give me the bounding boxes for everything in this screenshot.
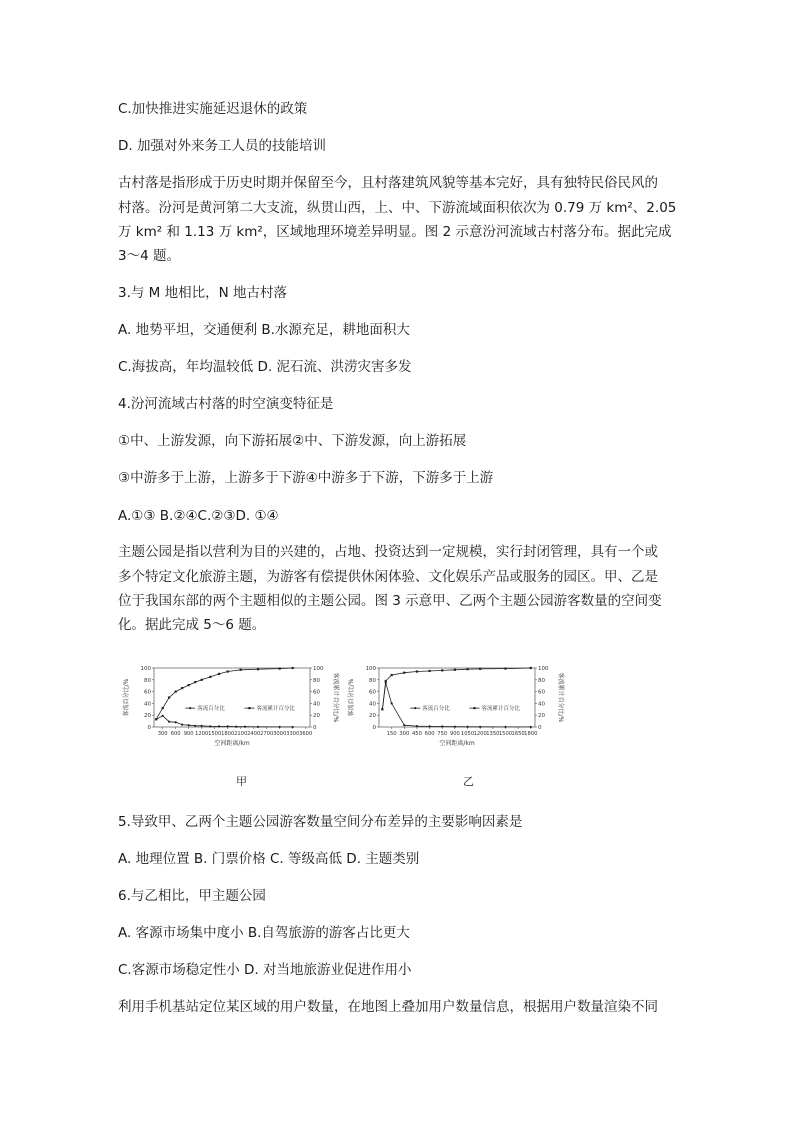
data-point-cumulative	[168, 696, 170, 698]
data-point-percent	[227, 725, 229, 727]
text-line: ①中、上游发源，向下游拓展②中、下游发源，向上游拓展	[118, 433, 467, 449]
data-point-percent	[454, 726, 456, 728]
y-tick-label-right: 60	[538, 689, 545, 696]
x-tick-label: 1200	[473, 731, 487, 737]
x-tick-label: 300	[157, 731, 168, 737]
data-point-percent	[416, 725, 418, 727]
data-point-cumulative	[391, 674, 393, 676]
x-tick-label: 2700	[260, 731, 274, 737]
text-line: A. 客源市场集中度小 B.自驾旅游的游客占比更大	[118, 925, 410, 941]
x-tick-label: 600	[424, 731, 435, 737]
x-tick-label: 900	[183, 731, 194, 737]
legend-label-cumulative: 客流累计百分比	[481, 706, 520, 713]
y-tick-label-left: 0	[147, 725, 151, 731]
text-line: 万 km² 和 1.13 万 km²，区域地理环境差异明显。图 2 示意汾河流域古村落分布。据此完成	[118, 224, 672, 240]
legend-label-percent: 客流百分比	[422, 706, 450, 713]
legend-label-cumulative: 客流累计百分比	[256, 706, 295, 713]
data-point-cumulative	[479, 668, 481, 670]
legend-label-percent: 客流百分比	[197, 706, 225, 713]
data-point-cumulative	[385, 680, 387, 682]
x-tick-label: 1500	[208, 731, 222, 737]
data-point-percent	[257, 726, 259, 728]
y-tick-label-left: 20	[369, 713, 376, 720]
x-tick-label: 3600	[299, 731, 313, 737]
data-point-percent	[168, 721, 170, 723]
y-tick-label-left: 40	[369, 701, 376, 708]
y-axis-label-right: 客流累计百分比/%	[557, 672, 564, 723]
x-tick-label: 300	[399, 731, 410, 737]
figure-caption-jia: 甲	[236, 775, 247, 788]
data-point-cumulative	[218, 673, 220, 675]
y-tick-label-right: 20	[538, 713, 545, 720]
y-tick-label-left: 60	[144, 689, 151, 696]
data-point-percent	[201, 725, 203, 727]
x-tick-label: 3000	[273, 731, 287, 737]
data-point-cumulative	[188, 684, 190, 686]
text-line: 5.导致甲、乙两个主题公园游客数量空间分布差异的主要影响因素是	[118, 814, 523, 830]
text-line: D. 加强对外来务工人员的技能培训	[118, 138, 326, 154]
text-line: 多个特定文化旅游主题，为游客有偿提供休闲体验、文化娱乐产品或服务的园区。甲、乙是	[118, 569, 658, 585]
y-tick-label-left: 60	[369, 689, 376, 696]
series-line-1	[382, 683, 530, 727]
figure-jia	[118, 660, 343, 764]
data-point-cumulative	[279, 667, 281, 669]
y-tick-label-right: 80	[538, 677, 545, 684]
y-tick-label-right: 0	[313, 725, 317, 731]
text-line: 古村落是指形成于历史时期并保留至今，且村落建筑风貌等基本完好，具有独特民俗民风的	[118, 175, 658, 191]
plot-frame	[379, 668, 535, 727]
y-axis-label-right: 客流累计百分比/%	[332, 672, 339, 723]
y-tick-label-left: 80	[369, 677, 376, 684]
data-point-cumulative	[403, 672, 405, 674]
x-tick-label: 3300	[286, 731, 300, 737]
data-point-cumulative	[381, 708, 383, 710]
data-point-percent	[441, 725, 443, 727]
data-point-percent	[218, 725, 220, 727]
text-line: 主题公园是指以营利为目的兴建的，占地、投资达到一定规模，实行封闭管理，具有一个或	[118, 544, 658, 560]
data-point-cumulative	[201, 679, 203, 681]
data-point-cumulative	[162, 707, 164, 709]
x-tick-label: 1800	[221, 731, 235, 737]
x-tick-label: 1050	[460, 731, 475, 737]
data-point-cumulative	[175, 691, 177, 693]
figure-caption-yi: 乙	[463, 775, 474, 788]
text-line: 位于我国东部的两个主题相似的主题公园。图 3 示意甲、乙两个主题公园游客数量的空间变	[118, 593, 662, 609]
data-point-cumulative	[454, 669, 456, 671]
x-tick-label: 600	[170, 731, 181, 737]
data-point-cumulative	[257, 668, 259, 670]
y-tick-label-right: 40	[313, 701, 320, 708]
data-point-percent	[244, 726, 246, 728]
x-tick-label: 2400	[247, 731, 261, 737]
text-line: 村落。汾河是黄河第二大支流，纵贯山西，上、中、下游流域面积依次为 0.79 万 km²、2.05	[118, 200, 677, 216]
x-tick-label: 450	[411, 731, 422, 737]
data-point-percent	[175, 721, 177, 723]
data-point-percent	[162, 715, 164, 717]
legend-marker-cumulative	[473, 707, 475, 709]
y-tick-label-left: 80	[144, 677, 151, 684]
y-tick-label-left: 0	[372, 725, 376, 731]
data-point-percent	[428, 725, 430, 727]
text-line: ③中游多于上游，上游多于下游④中游多于下游，下游多于上游	[118, 470, 494, 486]
chart-jia	[118, 660, 343, 760]
y-tick-label-right: 60	[313, 689, 320, 696]
data-point-cumulative	[155, 718, 157, 720]
data-point-percent	[209, 725, 211, 727]
data-point-cumulative	[194, 681, 196, 683]
data-point-cumulative	[181, 687, 183, 689]
text-line: 6.与乙相比，甲主题公园	[118, 888, 266, 904]
x-axis-label: 空间距离/km	[439, 740, 475, 747]
x-tick-label: 750	[437, 731, 448, 737]
text-line: 化。据此完成 5～6 题。	[118, 617, 266, 633]
x-tick-label: 1650	[511, 731, 525, 737]
text-line: C.客源市场稳定性小 D. 对当地旅游业促进作用小	[118, 962, 412, 978]
text-line: C.加快推进实施延迟退休的政策	[118, 101, 308, 117]
y-tick-label-left: 20	[144, 713, 151, 720]
data-point-percent	[194, 725, 196, 727]
data-point-percent	[403, 724, 405, 726]
series-line-2	[382, 668, 530, 709]
text-line: 4.汾河流域古村落的时空演变特征是	[118, 396, 334, 412]
data-point-percent	[479, 726, 481, 728]
legend-marker-percent	[414, 707, 416, 709]
data-point-cumulative	[441, 669, 443, 671]
x-axis-label: 空间距离/km	[214, 740, 250, 747]
chart-yi	[343, 660, 568, 760]
y-tick-label-left: 40	[144, 701, 151, 708]
data-point-percent	[391, 702, 393, 704]
data-point-cumulative	[428, 670, 430, 672]
data-point-percent	[188, 724, 190, 726]
text-line: A.①③ B.②④C.②③D. ①④	[118, 508, 279, 524]
x-tick-label: 900	[449, 731, 460, 737]
text-line: 3～4 题。	[118, 248, 180, 264]
data-point-percent	[181, 724, 183, 726]
data-point-cumulative	[504, 667, 506, 669]
legend-marker-percent	[189, 707, 191, 709]
y-tick-label-right: 100	[313, 666, 324, 672]
data-point-cumulative	[209, 676, 211, 678]
x-tick-label: 150	[386, 731, 397, 737]
y-tick-label-right: 0	[538, 725, 542, 731]
data-point-cumulative	[416, 670, 418, 672]
plot-frame	[154, 668, 310, 727]
y-tick-label-right: 100	[538, 666, 549, 672]
y-axis-label-left: 客流百分比/%	[123, 678, 130, 717]
figure-yi	[343, 660, 568, 764]
text-line: C.海拔高，年均温较低 D. 泥石流、洪涝灾害多发	[118, 359, 412, 375]
x-tick-label: 1800	[524, 731, 538, 737]
x-tick-label: 1200	[195, 731, 209, 737]
y-axis-label-left: 客流百分比/%	[348, 678, 355, 717]
y-tick-label-left: 100	[140, 666, 151, 672]
data-point-cumulative	[530, 667, 532, 669]
data-point-percent	[235, 726, 237, 728]
y-tick-label-right: 20	[313, 713, 320, 720]
data-point-cumulative	[466, 668, 468, 670]
x-tick-label: 2100	[234, 731, 248, 737]
text-line: 3.与 M 地相比，N 地古村落	[118, 285, 288, 301]
series-line-1	[156, 716, 293, 727]
y-tick-label-right: 80	[313, 677, 320, 684]
text-line: 利用手机基站定位某区域的用户数量，在地图上叠加用户数量信息，根据用户数量渲染不同	[118, 999, 658, 1015]
data-point-percent	[530, 726, 532, 728]
y-tick-label-left: 100	[365, 666, 376, 672]
data-point-cumulative	[227, 670, 229, 672]
legend-marker-cumulative	[248, 707, 250, 709]
data-point-percent	[292, 726, 294, 728]
x-tick-label: 1350	[486, 731, 500, 737]
data-point-cumulative	[292, 667, 294, 669]
x-tick-label: 1500	[498, 731, 513, 737]
text-line: A. 地理位置 B. 门票价格 C. 等级高低 D. 主题类别	[118, 851, 420, 867]
text-line: A. 地势平坦，交通便利 B.水源充足，耕地面积大	[118, 322, 410, 338]
data-point-cumulative	[240, 669, 242, 671]
data-point-percent	[466, 726, 468, 728]
y-tick-label-right: 40	[538, 701, 545, 708]
data-point-percent	[504, 726, 506, 728]
data-point-percent	[279, 726, 281, 728]
